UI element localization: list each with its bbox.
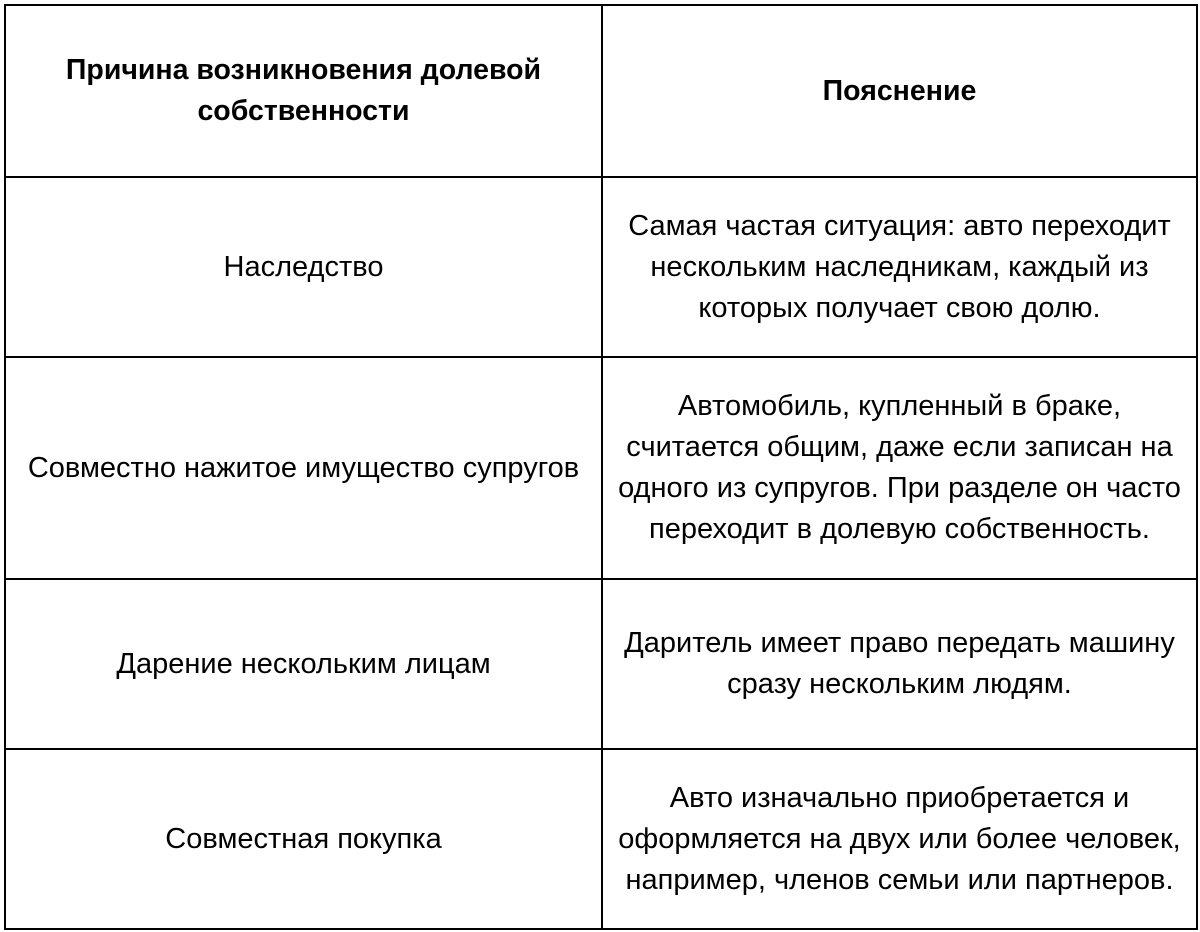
cell-cause: Дарение нескольким лицам — [5, 579, 602, 749]
cell-explanation: Самая частая ситуация: авто переходит нескольким наследникам, каждый из которых получает свою долю. — [602, 177, 1197, 357]
table-row — [5, 579, 1197, 749]
table-row — [5, 177, 1197, 357]
cell-cause: Наследство — [5, 177, 602, 357]
cell-explanation: Автомобиль, купленный в браке, считается общим, даже если записан на одного из супругов. При разделе он часто переходит в долевую собственность. — [602, 357, 1197, 579]
table-row — [5, 749, 1197, 929]
table-row — [5, 357, 1197, 579]
ownership-table — [4, 4, 1198, 930]
header-explanation: Пояснение — [602, 5, 1197, 177]
cell-explanation: Авто изначально приобретается и оформляется на двух или более человек, например, членов семьи или партнеров. — [602, 749, 1197, 929]
cell-cause: Совместная покупка — [5, 749, 602, 929]
header-cause: Причина возникновения долевой собственности — [5, 5, 602, 177]
table-header-row — [5, 5, 1197, 177]
cell-cause: Совместно нажитое имущество супругов — [5, 357, 602, 579]
cell-explanation: Даритель имеет право передать машину сразу нескольким людям. — [602, 579, 1197, 749]
